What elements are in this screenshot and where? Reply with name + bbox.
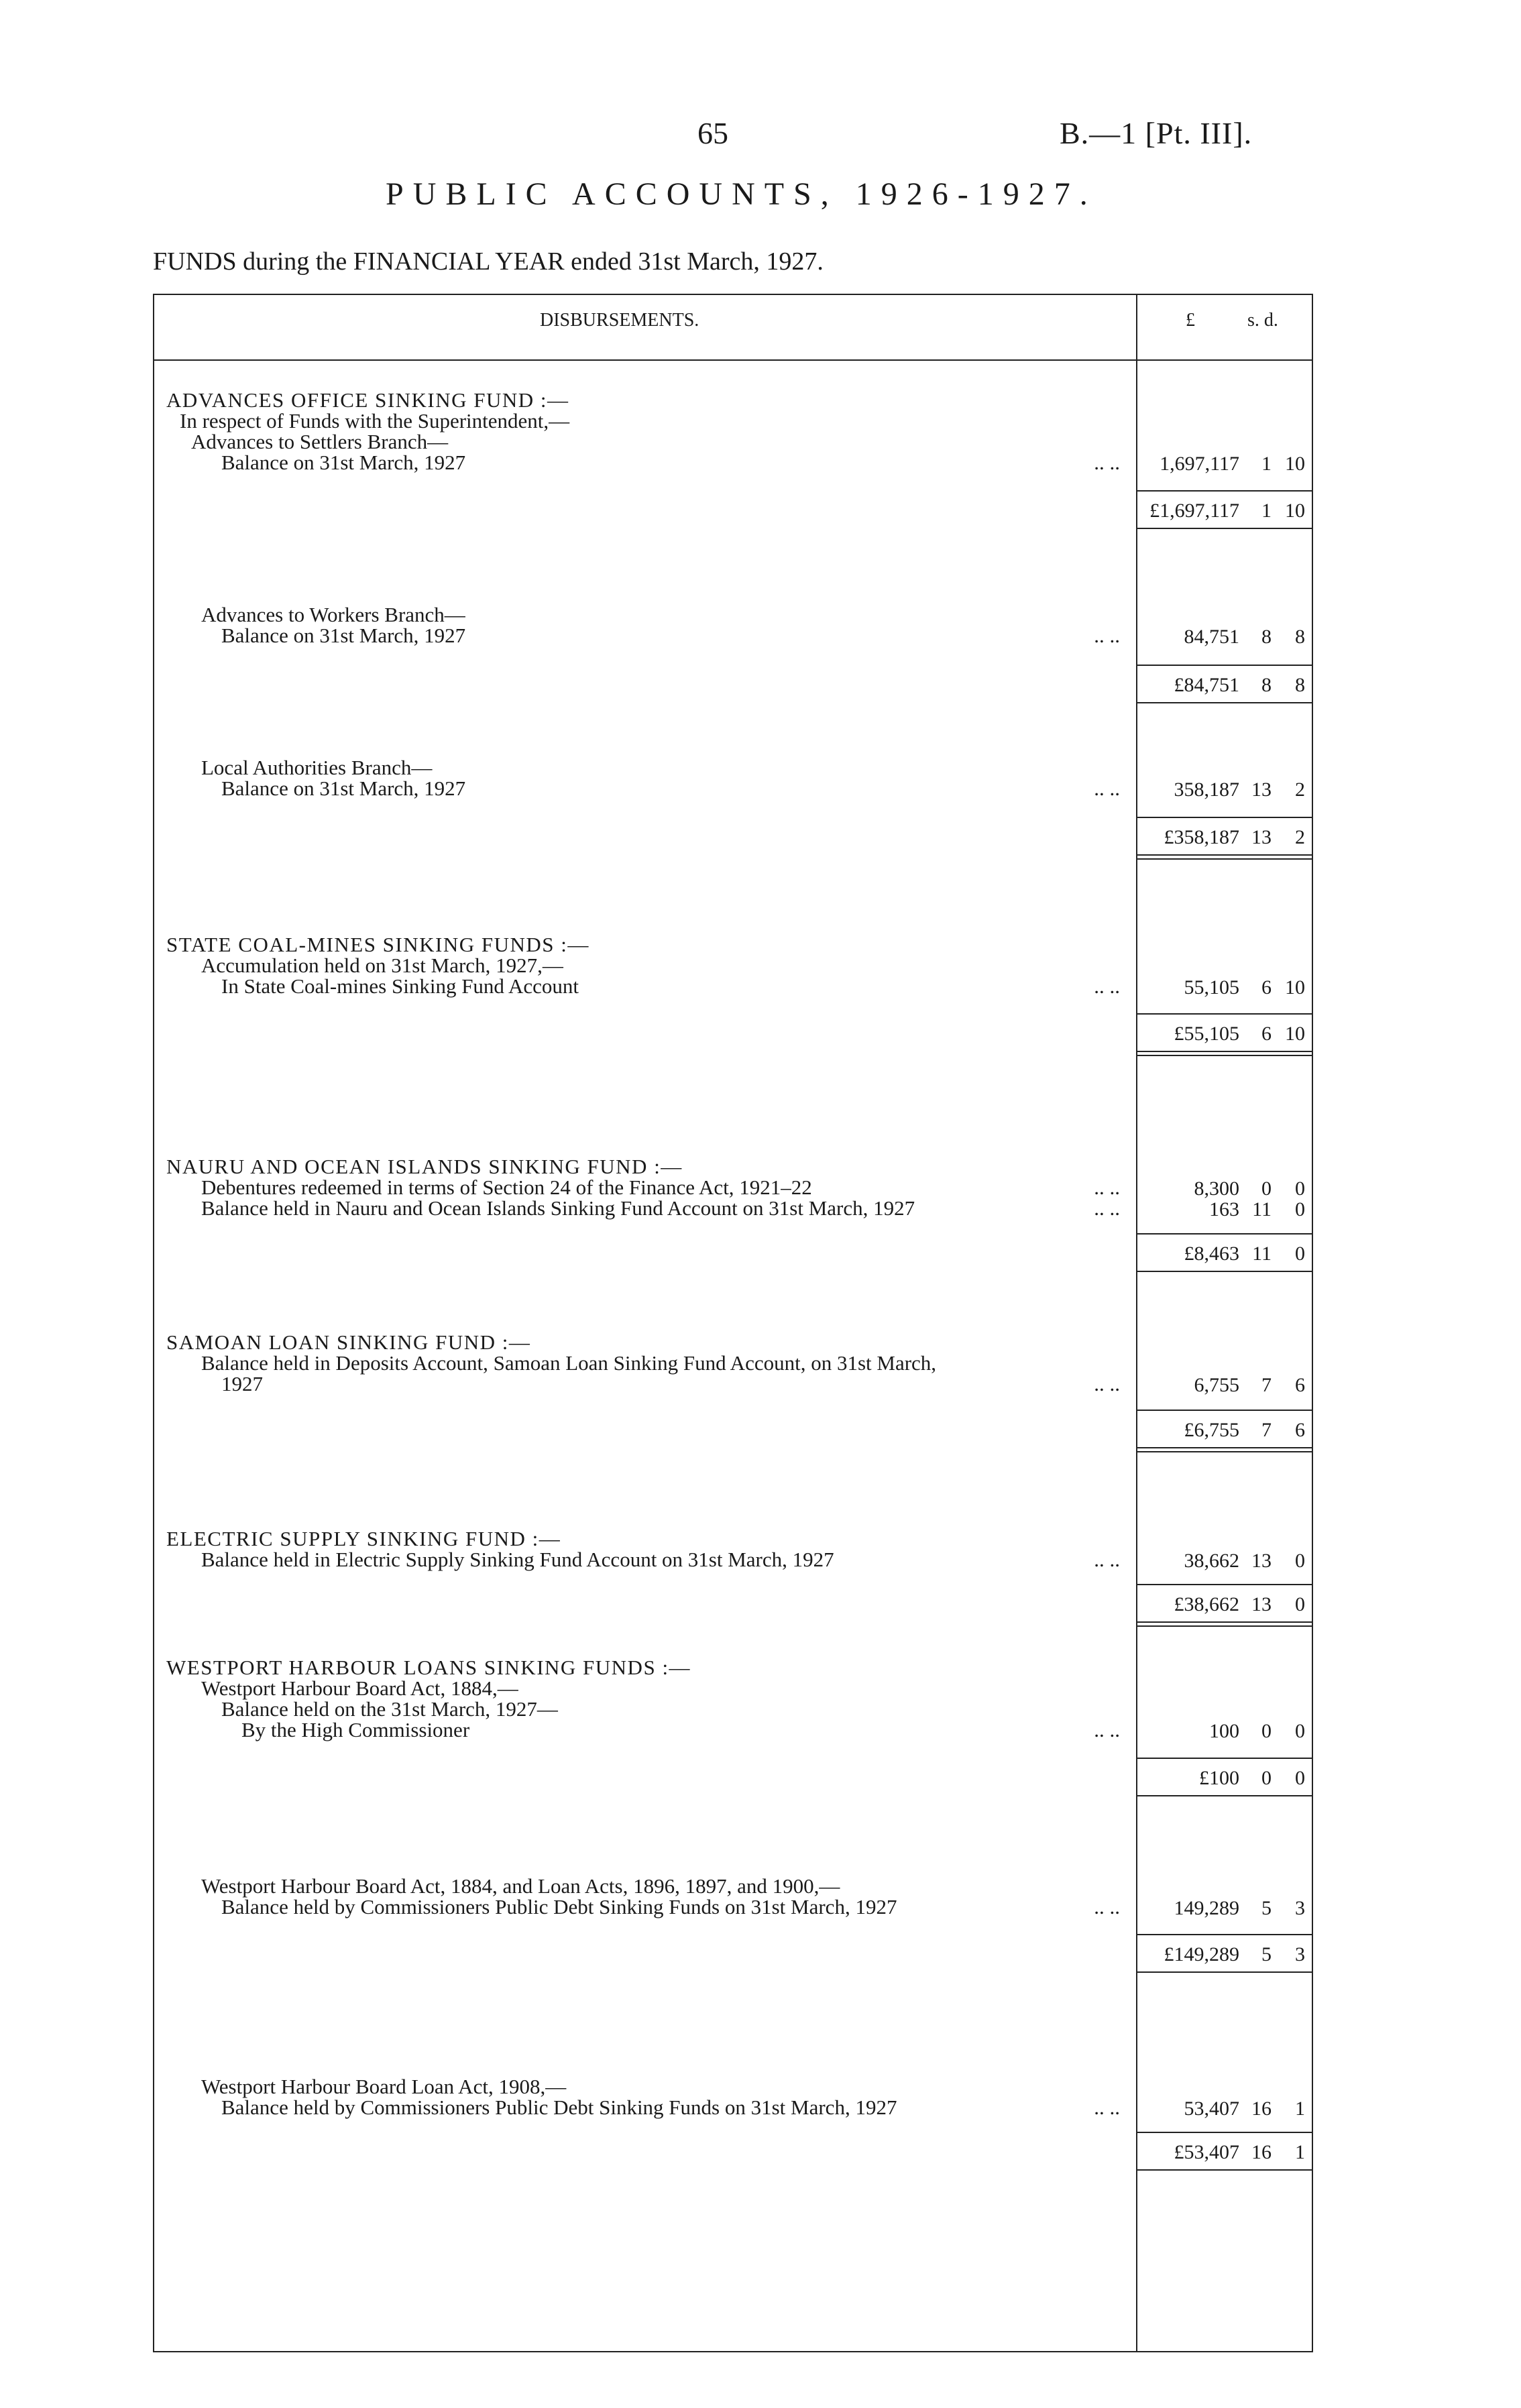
total-shillings: 5 [1261,1943,1272,1965]
amount-pence: 3 [1295,1897,1305,1919]
leader-dots: .. .. [1094,1895,1120,1918]
total-pence: 2 [1295,826,1305,848]
total-shillings: 13 [1251,1593,1272,1615]
table-right-rule [1312,294,1313,2352]
fund-heading: NAURU AND OCEAN ISLANDS SINKING FUND :— [166,1155,683,1178]
fund-line: Balance on 31st March, 1927 [221,624,466,647]
leader-dots: .. .. [1094,624,1120,647]
fund-line: Balance held in Nauru and Ocean Islands Sinking Fund Account on 31st March, 1927 [201,1196,915,1220]
amount-pounds: 1,697,117 [1160,453,1239,475]
fund-heading: Westport Harbour Board Act, 1884, and Loan Acts, 1896, 1897, and 1900,— [201,1874,840,1898]
subtotal-rule [1136,1584,1312,1585]
leader-dots: .. .. [1094,1718,1120,1741]
amount-pence: 0 [1295,1178,1305,1200]
fund-heading: WESTPORT HARBOUR LOANS SINKING FUNDS :— [166,1656,691,1679]
total-shillings: 16 [1251,2141,1272,2163]
amount-pence: 0 [1295,1198,1305,1220]
total-pounds: £84,751 [1174,674,1239,696]
subtotal-rule [1136,1410,1312,1411]
amount-shillings: 11 [1252,1198,1272,1220]
subtotal-rule [1136,490,1312,492]
fund-heading: Westport Harbour Board Loan Act, 1908,— [201,2075,567,2098]
table-top-rule [153,294,1313,295]
total-pence: 6 [1295,1419,1305,1441]
fund-line: Balance on 31st March, 1927 [221,451,466,474]
amount-pence: 10 [1285,453,1305,475]
amount-pence: 6 [1295,1374,1305,1396]
leader-dots: .. .. [1094,1176,1120,1199]
fund-heading: ADVANCES OFFICE SINKING FUND :— [166,388,569,412]
total-rule [1136,1971,1312,1973]
fund-line: Balance held on the 31st March, 1927— [221,1697,558,1721]
total-pounds: £6,755 [1184,1419,1239,1441]
amount-pence: 10 [1285,976,1305,998]
total-rule [1136,854,1312,856]
total-shillings: 1 [1261,500,1272,522]
leader-dots: .. .. [1094,1196,1120,1220]
total-pence: 1 [1295,2141,1305,2163]
amount-shillings: 7 [1261,1374,1272,1396]
amount-shillings: 5 [1261,1897,1272,1919]
fund-line: By the High Commissioner [241,1718,470,1741]
column-header-shillings-pence: s. d. [1247,310,1278,331]
total-rule [1136,2169,1312,2171]
total-shillings: 7 [1261,1419,1272,1441]
total-pounds: £100 [1199,1767,1239,1789]
amount-shillings: 13 [1251,1550,1272,1572]
page-subtitle: FUNDS during the FINANCIAL YEAR ended 31st March, 1927. [153,247,824,276]
amount-pounds: 38,662 [1184,1550,1239,1572]
total-rule [1136,1621,1312,1623]
total-pence: 10 [1285,500,1305,522]
amount-pence: 2 [1295,779,1305,801]
amount-shillings: 8 [1261,626,1272,648]
fund-line: Westport Harbour Board Act, 1884,— [201,1676,518,1700]
fund-heading: STATE COAL-MINES SINKING FUNDS :— [166,933,589,956]
amount-shillings: 0 [1261,1720,1272,1742]
total-double-rule [1136,858,1312,860]
fund-line: Balance held by Commissioners Public Debt Sinking Funds on 31st March, 1927 [221,1895,897,1918]
total-rule [1136,1447,1312,1448]
subtotal-rule [1136,1013,1312,1015]
total-rule [1136,1051,1312,1052]
amount-pounds: 55,105 [1184,976,1239,998]
fund-line: Advances to Settlers Branch— [191,430,449,453]
fund-line: In State Coal-mines Sinking Fund Account [221,974,579,998]
total-shillings: 13 [1251,826,1272,848]
amount-shillings: 16 [1251,2098,1272,2120]
amount-shillings: 0 [1261,1178,1272,1200]
total-double-rule [1136,1451,1312,1452]
total-double-rule [1136,1625,1312,1627]
amount-pounds: 149,289 [1174,1897,1239,1919]
subtotal-rule [1136,817,1312,818]
subtotal-rule [1136,1233,1312,1235]
subtotal-rule [1136,665,1312,666]
total-shillings: 11 [1252,1243,1272,1265]
subtotal-rule [1136,1934,1312,1935]
total-pence: 8 [1295,674,1305,696]
leader-dots: .. .. [1094,777,1120,800]
fund-line: Balance held in Electric Supply Sinking Fund Account on 31st March, 1927 [201,1548,834,1571]
document-reference: B.—1 [Pt. III]. [1060,116,1253,150]
total-pounds: £53,407 [1174,2141,1239,2163]
total-pounds: £8,463 [1184,1243,1239,1265]
total-pence: 0 [1295,1243,1305,1265]
amount-pence: 0 [1295,1720,1305,1742]
fund-heading: ELECTRIC SUPPLY SINKING FUND :— [166,1527,561,1550]
leader-dots: .. .. [1094,1372,1120,1395]
leader-dots: .. .. [1094,2096,1120,2119]
page-title: PUBLIC ACCOUNTS, 1926-1927. [386,176,1097,212]
total-pounds: £55,105 [1174,1023,1239,1045]
amount-column-rule [1136,294,1137,2352]
subtotal-rule [1136,2132,1312,2133]
leader-dots: .. .. [1094,974,1120,998]
fund-line: Debentures redeemed in terms of Section 24 of the Finance Act, 1921–22 [201,1176,812,1199]
total-rule [1136,1271,1312,1272]
column-header-disbursements: DISBURSEMENTS. [540,310,699,331]
total-pence: 3 [1295,1943,1305,1965]
total-pounds: £1,697,117 [1149,500,1239,522]
table-bottom-rule [153,2351,1313,2352]
amount-pounds: 53,407 [1184,2098,1239,2120]
total-pence: 0 [1295,1593,1305,1615]
amount-pence: 0 [1295,1550,1305,1572]
amount-pence: 8 [1295,626,1305,648]
total-pounds: £38,662 [1174,1593,1239,1615]
total-rule [1136,702,1312,703]
total-pounds: £358,187 [1164,826,1239,848]
amount-shillings: 13 [1251,779,1272,801]
page-number: 65 [697,116,728,150]
amount-pounds: 84,751 [1184,626,1239,648]
leader-dots: .. .. [1094,451,1120,474]
fund-line: 1927 [221,1372,263,1395]
fund-line: In respect of Funds with the Superintendent,— [180,409,570,433]
fund-line: Accumulation held on 31st March, 1927,— [201,954,563,977]
amount-pounds: 6,755 [1194,1374,1239,1396]
total-pounds: £149,289 [1164,1943,1239,1965]
fund-line: Balance on 31st March, 1927 [221,777,466,800]
fund-line: Balance held in Deposits Account, Samoan Loan Sinking Fund Account, on 31st March, [201,1351,937,1375]
total-shillings: 6 [1261,1023,1272,1045]
total-rule [1136,1795,1312,1796]
fund-heading: Advances to Workers Branch— [201,603,465,626]
total-rule [1136,528,1312,529]
column-header-pounds: £ [1186,310,1195,331]
amount-pence: 1 [1295,2098,1305,2120]
subtotal-rule [1136,1758,1312,1759]
fund-heading: Local Authorities Branch— [201,756,433,779]
total-shillings: 8 [1261,674,1272,696]
amount-shillings: 1 [1261,453,1272,475]
total-pence: 0 [1295,1767,1305,1789]
amount-pounds: 163 [1209,1198,1239,1220]
total-shillings: 0 [1261,1767,1272,1789]
amount-shillings: 6 [1261,976,1272,998]
amount-pounds: 100 [1209,1720,1239,1742]
fund-heading: SAMOAN LOAN SINKING FUND :— [166,1330,531,1354]
fund-line: Balance held by Commissioners Public Debt Sinking Funds on 31st March, 1927 [221,2096,897,2119]
amount-pounds: 358,187 [1174,779,1239,801]
table-left-rule [153,294,154,2352]
header-bottom-rule [153,359,1313,361]
amount-pounds: 8,300 [1194,1178,1239,1200]
leader-dots: .. .. [1094,1548,1120,1571]
total-double-rule [1136,1055,1312,1056]
total-pence: 10 [1285,1023,1305,1045]
